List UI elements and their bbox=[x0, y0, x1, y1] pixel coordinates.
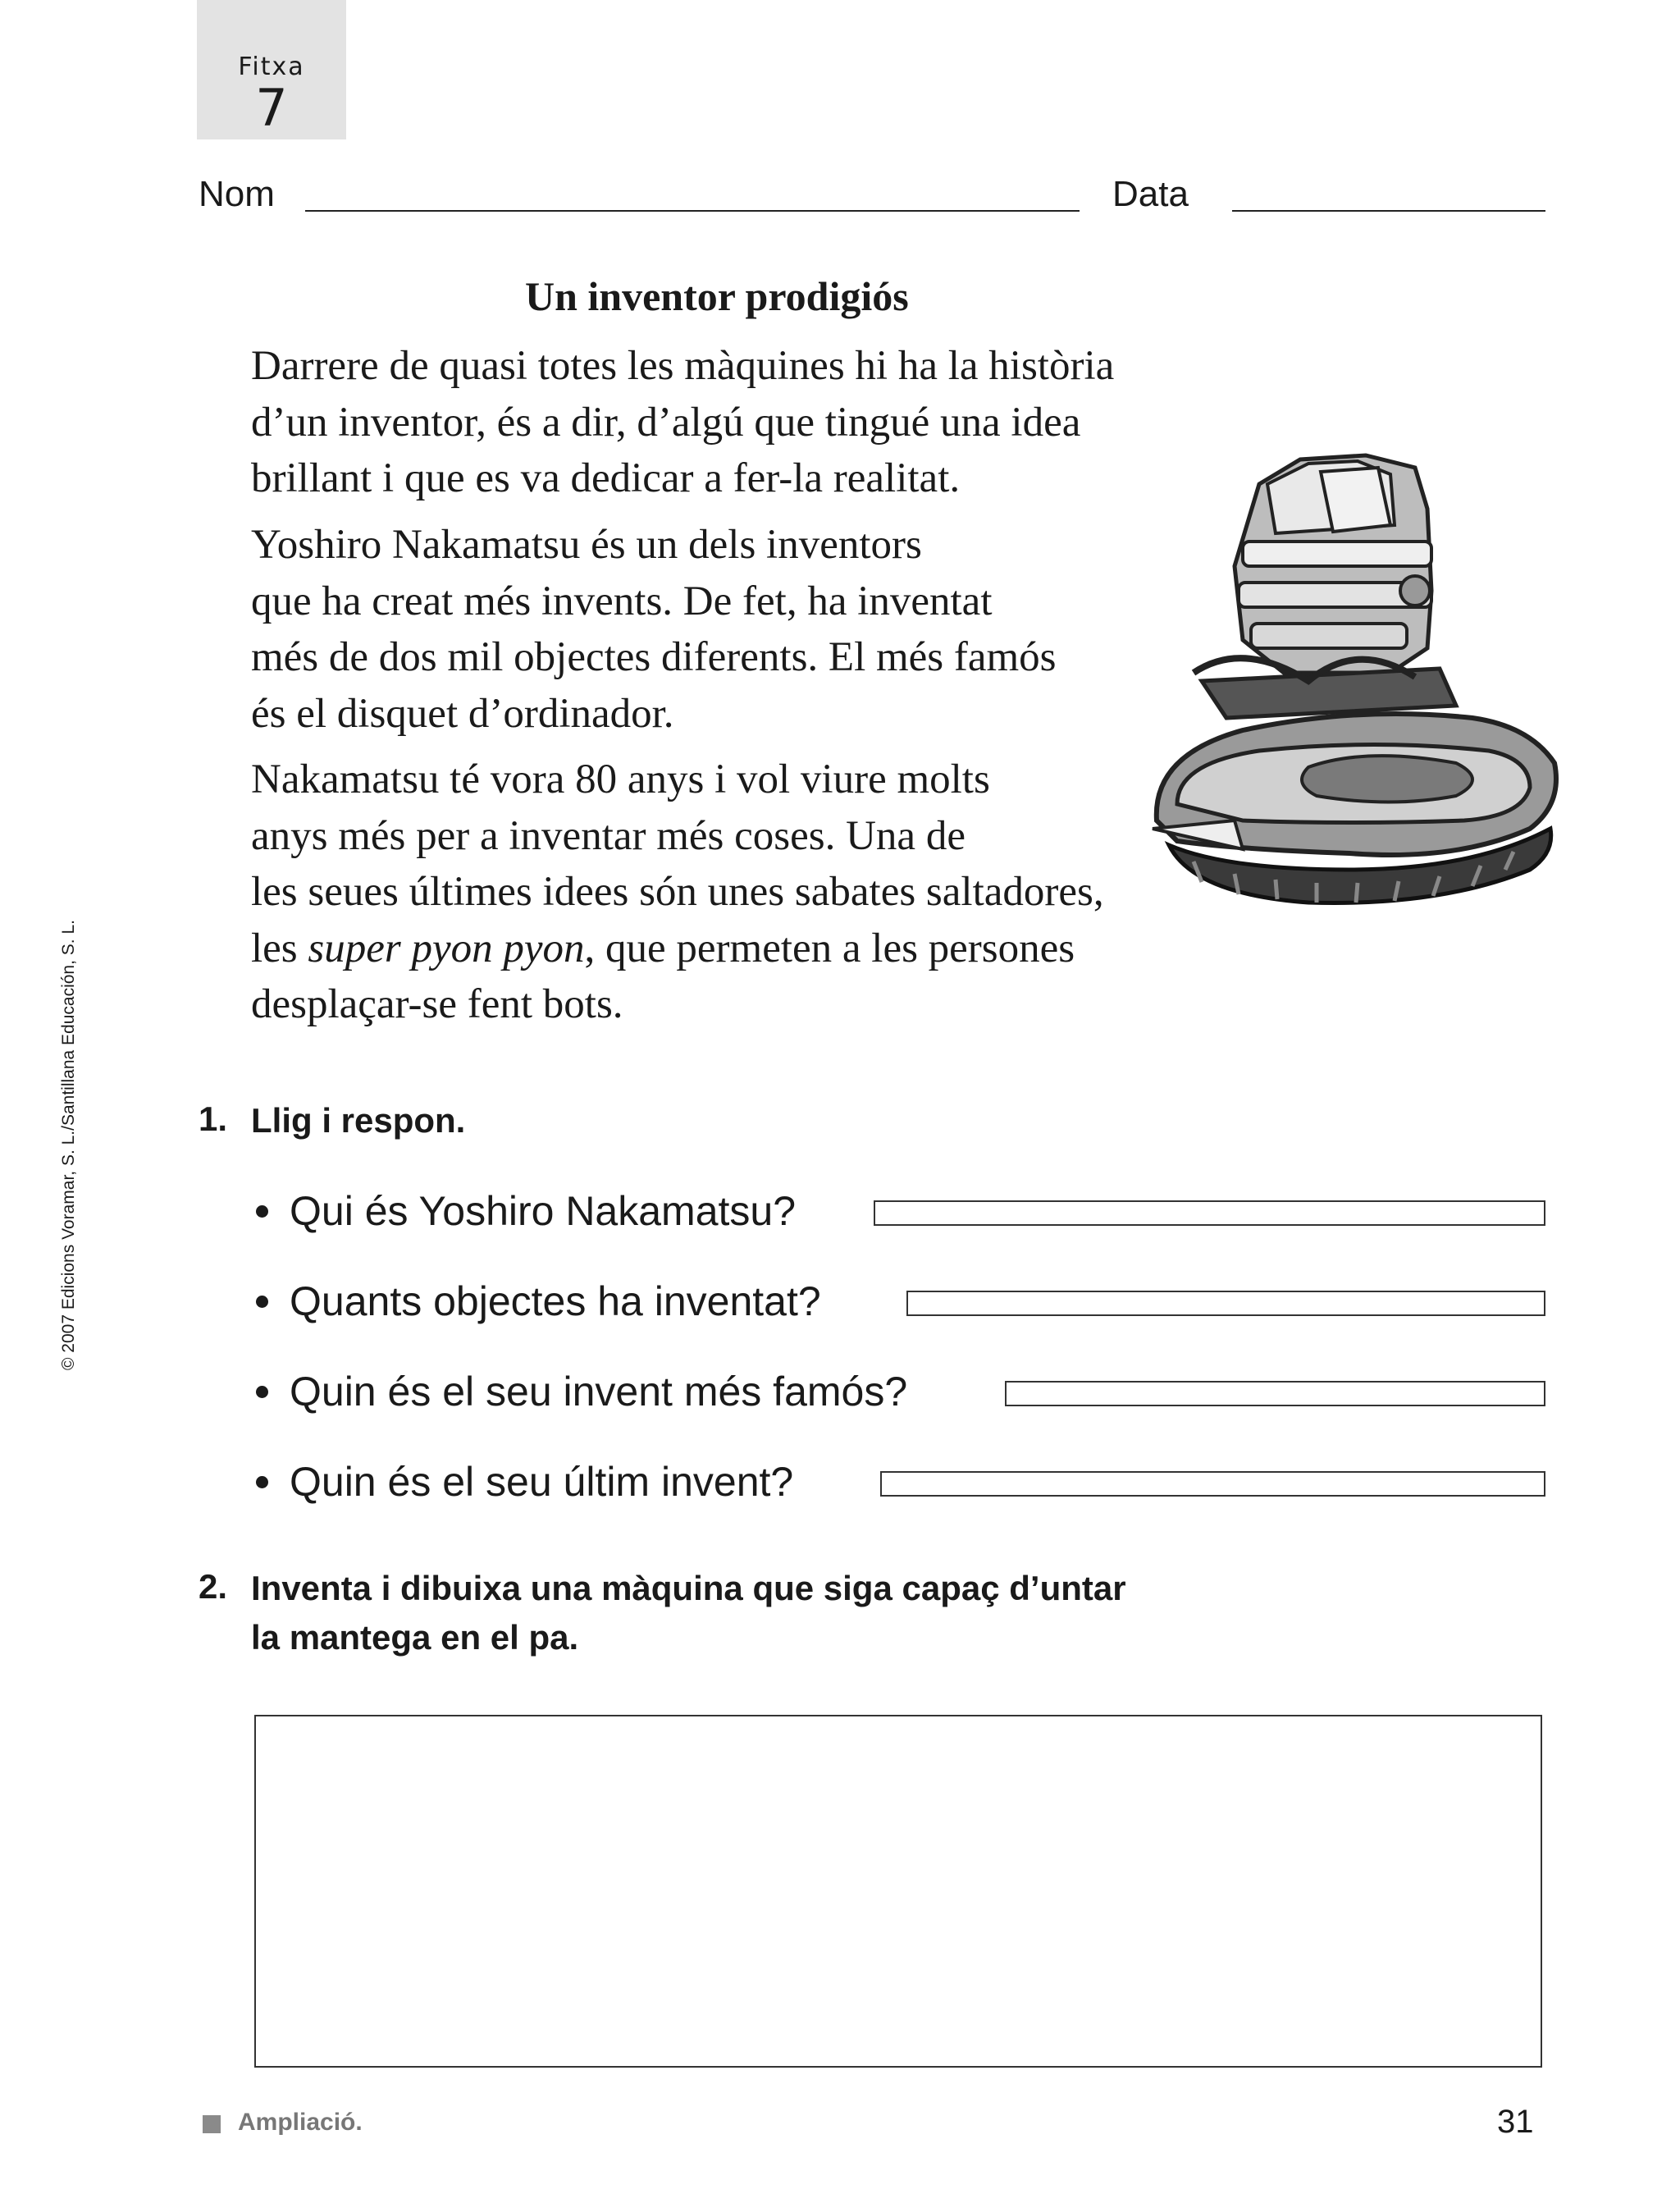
drawing-area[interactable] bbox=[254, 1715, 1542, 2068]
worksheet-tab bbox=[197, 0, 346, 139]
instruction-line: Inventa i dibuixa una màquina que siga capaç d’untar bbox=[251, 1569, 1126, 1607]
worksheet-label: Fitxa bbox=[238, 53, 305, 81]
answer-field-4[interactable] bbox=[880, 1471, 1545, 1497]
question-3 bbox=[256, 1367, 907, 1416]
date-label: Data bbox=[1112, 174, 1189, 214]
product-name-italic: super pyon pyon bbox=[308, 925, 585, 971]
reading-paragraph-2 bbox=[251, 517, 1057, 742]
bullet-icon bbox=[256, 1296, 268, 1308]
question-2 bbox=[256, 1277, 821, 1326]
exercise-2-number: 2. bbox=[199, 1567, 228, 1606]
bullet-icon bbox=[256, 1386, 268, 1398]
reading-title: Un inventor prodigiós bbox=[525, 273, 909, 319]
date-field-line[interactable] bbox=[1232, 210, 1545, 212]
question-1 bbox=[256, 1186, 796, 1236]
instruction-line: la mantega en el pa. bbox=[251, 1618, 579, 1657]
paragraph-line: les seues últimes idees són unes sabates saltadores, bbox=[251, 869, 1104, 915]
name-field-line[interactable] bbox=[305, 210, 1080, 212]
paragraph-line: brillant i que es va dedicar a fer-la realitat. bbox=[251, 455, 961, 501]
paragraph-line: és el disquet d’ordinador. bbox=[251, 690, 674, 737]
paragraph-text: les bbox=[251, 925, 308, 971]
question-text: Quin és el seu últim invent? bbox=[290, 1459, 794, 1505]
bullet-icon bbox=[256, 1476, 268, 1488]
answer-field-3[interactable] bbox=[1005, 1381, 1545, 1406]
question-text: Qui és Yoshiro Nakamatsu? bbox=[290, 1188, 797, 1234]
copyright-notice: © 2007 Edicions Voramar, S. L./Santillana Educación, S. L. bbox=[59, 920, 78, 1370]
exercise-1-number: 1. bbox=[199, 1099, 228, 1138]
paragraph-line: desplaçar-se fent bots. bbox=[251, 981, 623, 1027]
paragraph-line: Yoshiro Nakamatsu és un dels inventors bbox=[251, 522, 922, 568]
paragraph-line: que ha creat més invents. De fet, ha inventat bbox=[251, 578, 993, 624]
worksheet-number: 7 bbox=[255, 78, 288, 138]
section-marker-icon bbox=[203, 2115, 221, 2133]
page-number: 31 bbox=[1497, 2104, 1534, 2140]
paragraph-line: més de dos mil objectes diferents. El més famós bbox=[251, 634, 1057, 680]
answer-field-2[interactable] bbox=[906, 1291, 1545, 1316]
answer-field-1[interactable] bbox=[874, 1200, 1545, 1226]
exercise-1-title: Llig i respon. bbox=[251, 1101, 466, 1140]
bullet-icon bbox=[256, 1205, 268, 1218]
paragraph-line: Darrere de quasi totes les màquines hi ha la història bbox=[251, 343, 1115, 389]
paragraph-line: d’un inventor, és a dir, d’algú que tingué una idea bbox=[251, 399, 1081, 446]
exercise-2-instructions bbox=[251, 1564, 1126, 1662]
question-text: Quants objectes ha inventat? bbox=[290, 1278, 821, 1324]
question-text: Quin és el seu invent més famós? bbox=[290, 1369, 908, 1415]
section-label: Ampliació. bbox=[238, 2109, 363, 2136]
reading-paragraph-1 bbox=[251, 338, 1114, 507]
paragraph-text: , que permeten a les persones bbox=[584, 925, 1075, 971]
question-4 bbox=[256, 1457, 793, 1506]
paragraph-line: Nakamatsu té vora 80 anys i vol viure molts bbox=[251, 756, 990, 802]
paragraph-line: anys més per a inventar més coses. Una de bbox=[251, 812, 966, 859]
name-label: Nom bbox=[199, 174, 275, 214]
reading-paragraph-3 bbox=[251, 752, 1104, 1033]
paragraph-line bbox=[251, 921, 1104, 977]
jumping-shoe-illustration bbox=[1144, 435, 1571, 919]
